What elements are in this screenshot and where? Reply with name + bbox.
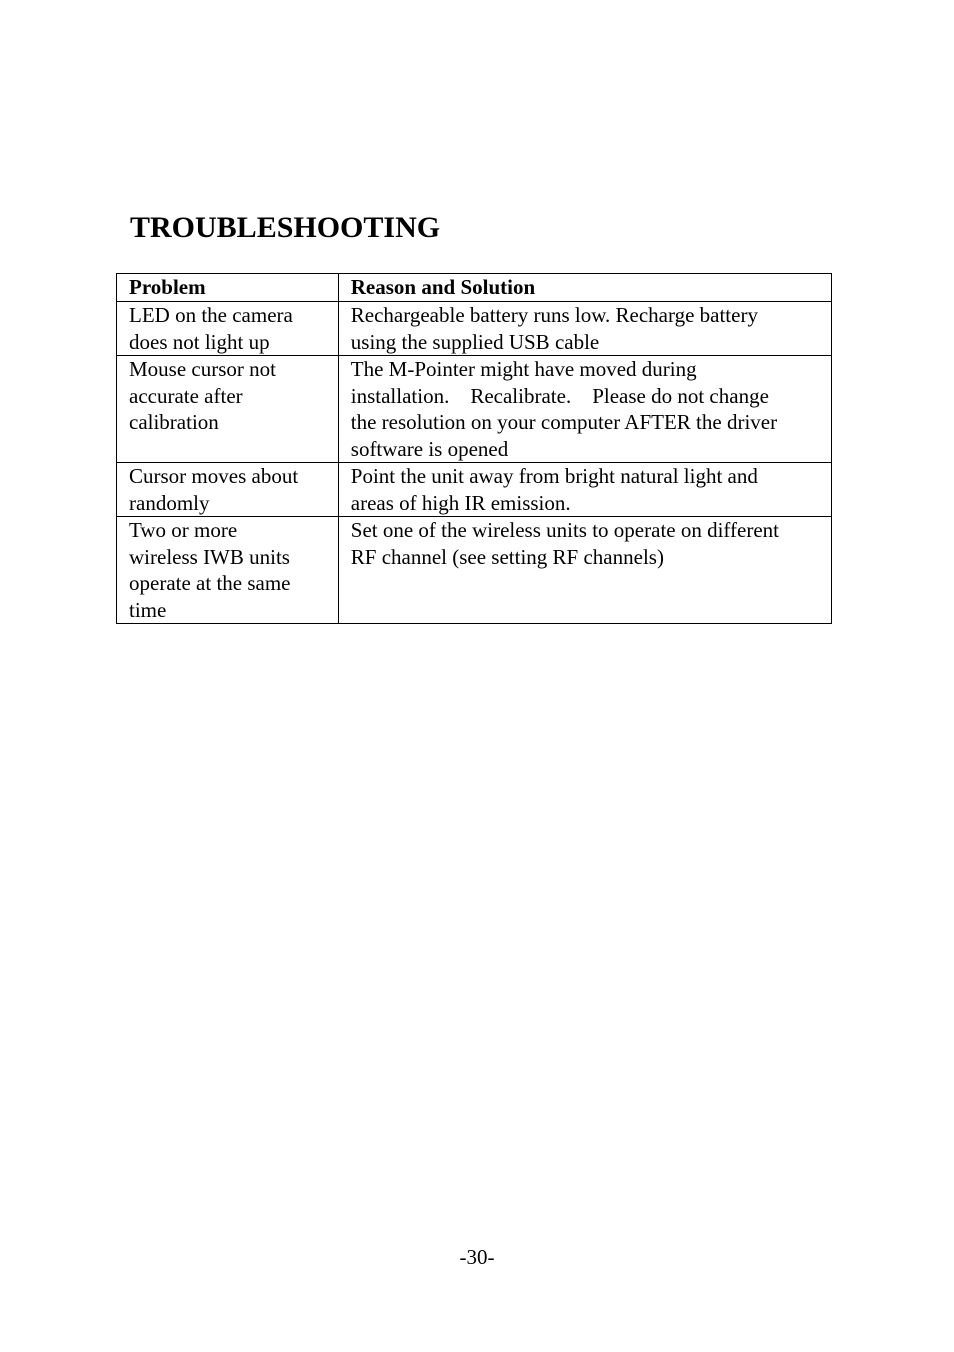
solution-line: software is opened [350, 436, 509, 461]
solution-line: the resolution on your computer AFTER the driver [350, 410, 778, 434]
solution-line: Point the unit away from bright natural light and [350, 464, 758, 488]
problem-line: Two or more [129, 518, 238, 542]
solution-cell [338, 356, 831, 463]
problem-cell [117, 463, 339, 517]
table-row [117, 356, 832, 463]
problem-line: calibration [129, 410, 219, 434]
table-row [117, 517, 832, 624]
solution-line: Set one of the wireless units to operate on different [350, 518, 780, 542]
problem-line: accurate after [129, 383, 243, 408]
solution-cell [338, 517, 831, 624]
solution-line: RF channel (see setting RF channels) [350, 544, 664, 569]
solution-cell [338, 463, 831, 517]
problem-line: time [129, 597, 167, 622]
problem-cell [117, 517, 339, 624]
solution-line: using the supplied USB cable [350, 329, 600, 354]
problem-line: does not light up [129, 329, 270, 354]
problem-line: operate at the same [129, 571, 291, 595]
table-header-row [117, 274, 832, 302]
solution-line: installation. Recalibrate. Please do not change [350, 383, 769, 408]
problem-line: randomly [129, 490, 210, 515]
problem-cell [117, 302, 339, 356]
header-problem: Problem [117, 274, 339, 302]
troubleshooting-table [116, 273, 832, 624]
page-title: TROUBLESHOOTING [130, 211, 441, 244]
solution-line: The M-Pointer might have moved during [350, 357, 697, 381]
table-row [117, 463, 832, 517]
problem-line: Mouse cursor not [129, 357, 276, 381]
problem-line: wireless IWB units [129, 544, 290, 569]
page-number: -30- [459, 1245, 495, 1269]
header-reason-solution: Reason and Solution [338, 274, 831, 302]
problem-line: Cursor moves about [129, 464, 299, 488]
table-row [117, 302, 832, 356]
problem-cell [117, 356, 339, 463]
solution-cell [338, 302, 831, 356]
solution-line: areas of high IR emission. [350, 490, 571, 515]
problem-line: LED on the camera [129, 303, 293, 327]
solution-line: Rechargeable battery runs low. Recharge battery [350, 303, 758, 327]
